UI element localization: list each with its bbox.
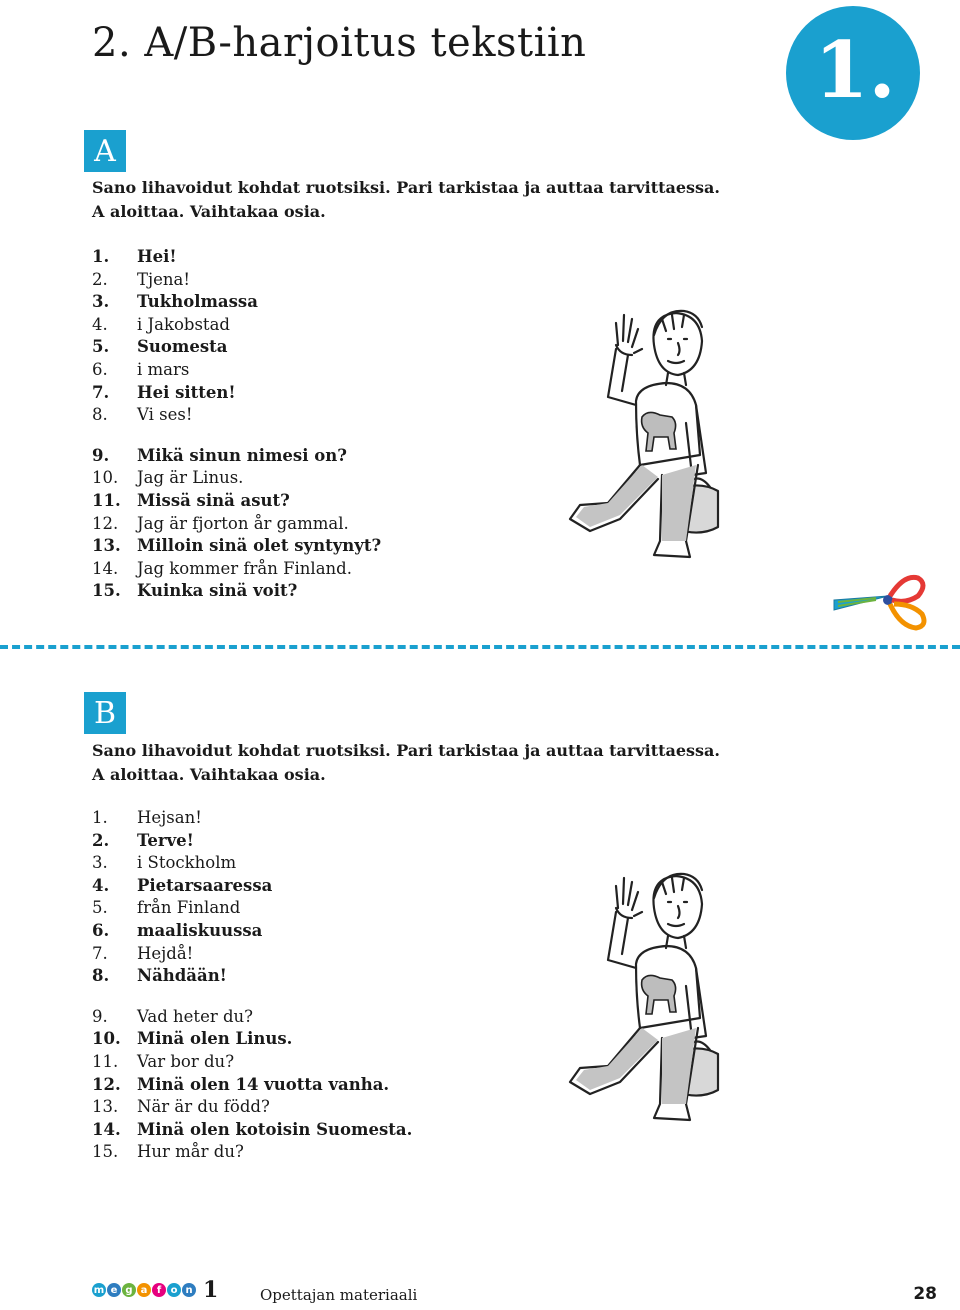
item-text: Hejsan! <box>137 808 202 827</box>
item-text: Hei sitten! <box>137 382 236 402</box>
item-number: 11. <box>92 490 121 510</box>
item-number: 12. <box>92 1074 121 1094</box>
item-text: Minä olen kotoisin Suomesta. <box>137 1119 413 1139</box>
item-text: Nähdään! <box>137 966 227 986</box>
item-text: Milloin sinä olet syntynyt? <box>137 536 382 556</box>
section-b-label: B <box>84 692 126 734</box>
item-text: Vi ses! <box>137 405 193 425</box>
list-item <box>92 1051 412 1074</box>
list-item <box>92 467 381 490</box>
waving-boy-illustration <box>550 305 730 570</box>
item-text: Var bor du? <box>137 1051 235 1071</box>
footer-label: Opettajan materiaali <box>260 1286 418 1304</box>
list-item <box>92 1096 412 1119</box>
instruction-line: A aloittaa. Vaihtakaa osia. <box>92 765 326 784</box>
item-number: 8. <box>92 405 108 425</box>
list-item <box>92 1141 412 1164</box>
list-item <box>92 404 381 427</box>
list-item <box>92 875 412 898</box>
item-text: Jag är fjorton år gammal. <box>137 513 349 533</box>
item-number: 4. <box>92 875 110 895</box>
list-item <box>92 314 381 337</box>
list-item <box>92 269 381 292</box>
item-text: i Stockholm <box>137 853 237 873</box>
item-number: 5. <box>92 898 108 918</box>
cut-line <box>0 645 960 653</box>
waving-boy-illustration <box>550 868 730 1133</box>
item-number: 13. <box>92 536 121 556</box>
page-number: 28 <box>913 1284 937 1304</box>
item-number: 2. <box>92 830 110 850</box>
list-item <box>92 558 381 581</box>
item-text: Mikä sinun nimesi on? <box>137 445 347 465</box>
section-b-list <box>92 807 412 1164</box>
item-text: Tjena! <box>137 269 190 289</box>
logo-letter: g <box>122 1283 136 1297</box>
item-number: 10. <box>92 1029 121 1049</box>
list-item <box>92 830 412 853</box>
item-number: 9. <box>92 445 110 465</box>
list-item <box>92 336 381 359</box>
item-number: 15. <box>92 1142 119 1162</box>
list-item <box>92 1028 412 1051</box>
item-number: 6. <box>92 920 110 940</box>
item-text: Jag är Linus. <box>137 468 244 488</box>
chapter-badge <box>786 6 920 140</box>
item-number: 7. <box>92 382 110 402</box>
list-item <box>92 291 381 314</box>
logo-letter: a <box>137 1283 151 1297</box>
logo-letter: n <box>182 1283 196 1297</box>
item-number: 12. <box>92 513 119 533</box>
page-footer <box>92 1277 937 1310</box>
item-number: 8. <box>92 966 110 986</box>
list-item <box>92 852 412 875</box>
section-b-instructions <box>92 739 752 787</box>
list-item <box>92 965 412 988</box>
item-number: 14. <box>92 558 119 578</box>
item-number: 9. <box>92 1006 108 1026</box>
section-a-list <box>92 246 381 603</box>
item-number: 5. <box>92 337 110 357</box>
item-text: i Jakobstad <box>137 314 230 334</box>
list-item <box>92 1006 412 1029</box>
item-text: Hei! <box>137 247 177 266</box>
item-text: Jag kommer från Finland. <box>137 558 352 578</box>
item-number: 14. <box>92 1119 121 1139</box>
list-item <box>92 359 381 382</box>
list-item <box>92 490 381 513</box>
item-text: Pietarsaaressa <box>137 875 273 895</box>
item-text: När är du född? <box>137 1097 270 1117</box>
item-number: 3. <box>92 853 108 873</box>
list-item <box>92 535 381 558</box>
item-text: Minä olen 14 vuotta vanha. <box>137 1074 390 1094</box>
scissors-icon <box>830 570 930 640</box>
item-number: 7. <box>92 943 108 963</box>
logo-letter: o <box>167 1283 181 1297</box>
item-number: 1. <box>92 247 110 266</box>
item-text: Hejdå! <box>137 943 194 963</box>
item-number: 1. <box>92 808 108 827</box>
instruction-line: A aloittaa. Vaihtakaa osia. <box>92 202 326 221</box>
item-text: i mars <box>137 359 190 379</box>
logo-level: 1 <box>203 1277 219 1303</box>
list-item <box>92 382 381 405</box>
item-number: 4. <box>92 314 108 334</box>
chapter-number: 1. <box>814 24 896 116</box>
list-item <box>92 246 381 269</box>
list-item <box>92 580 381 603</box>
page-title: 2. A/B-harjoitus tekstiin <box>92 20 587 66</box>
list-item <box>92 513 381 536</box>
instruction-line: Sano lihavoidut kohdat ruotsiksi. Pari tarkistaa ja auttaa tarvittaessa. <box>92 741 720 760</box>
item-text: Hur mår du? <box>137 1142 244 1162</box>
list-item <box>92 445 381 468</box>
item-number: 10. <box>92 468 119 488</box>
section-a-instructions <box>92 176 752 224</box>
item-text: maaliskuussa <box>137 920 263 940</box>
item-number: 6. <box>92 359 108 379</box>
item-text: Kuinka sinä voit? <box>137 581 298 601</box>
item-number: 15. <box>92 581 121 601</box>
logo-letter: m <box>93 1284 105 1296</box>
item-text: Minä olen Linus. <box>137 1029 293 1049</box>
item-text: Missä sinä asut? <box>137 490 290 510</box>
item-text: Tukholmassa <box>137 292 258 312</box>
list-item <box>92 943 412 966</box>
item-number: 11. <box>92 1051 119 1071</box>
list-item <box>92 807 412 830</box>
megafon-logo <box>92 1277 219 1303</box>
section-a-label: A <box>84 130 126 172</box>
item-number: 2. <box>92 269 108 289</box>
list-item <box>92 1074 412 1097</box>
list-item <box>92 897 412 920</box>
item-text: Vad heter du? <box>137 1006 253 1026</box>
list-item <box>92 1119 412 1142</box>
item-text: Suomesta <box>137 337 228 357</box>
logo-letter: f <box>152 1283 166 1297</box>
logo-letter: e <box>107 1283 121 1297</box>
item-number: 3. <box>92 292 110 312</box>
item-text: från Finland <box>137 898 241 918</box>
instruction-line: Sano lihavoidut kohdat ruotsiksi. Pari tarkistaa ja auttaa tarvittaessa. <box>92 178 720 197</box>
item-text: Terve! <box>137 830 194 850</box>
list-item <box>92 920 412 943</box>
item-number: 13. <box>92 1097 119 1117</box>
